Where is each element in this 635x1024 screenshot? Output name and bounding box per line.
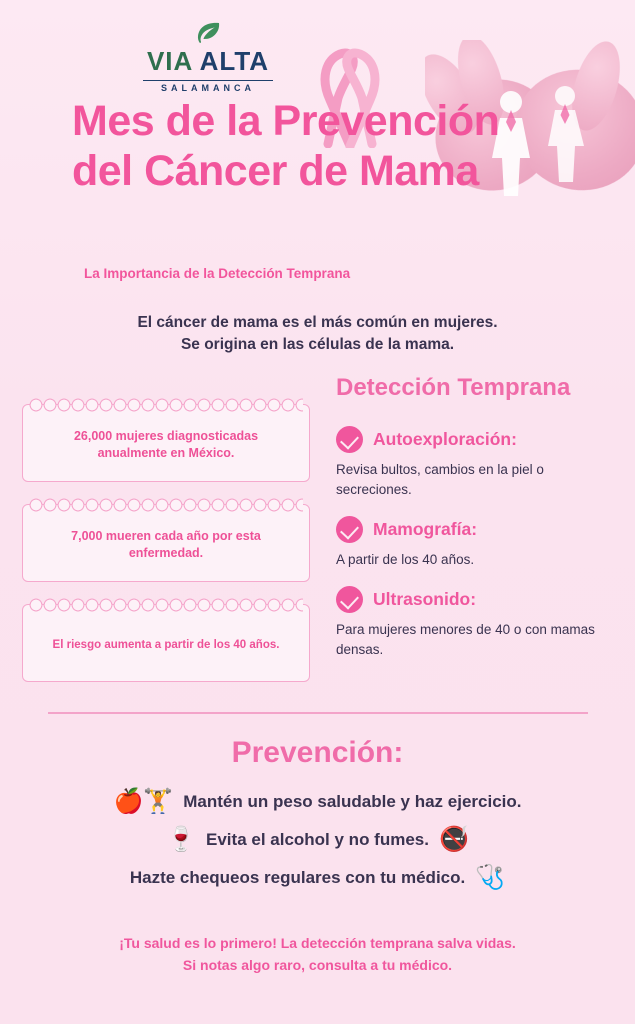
stat-card bbox=[22, 504, 310, 582]
section-divider bbox=[48, 712, 588, 714]
stat-card bbox=[22, 404, 310, 482]
brand-name-second: ALTA bbox=[199, 46, 270, 76]
early-detection-heading: Detección Temprana bbox=[336, 374, 571, 401]
closing-message bbox=[0, 932, 635, 976]
stat-card bbox=[22, 604, 310, 682]
check-circle-icon bbox=[336, 516, 363, 543]
stat-card-text: El riesgo aumenta a partir de los 40 años. bbox=[52, 638, 280, 651]
scallop-edge-decoration bbox=[29, 598, 303, 612]
lead-line-1: El cáncer de mama es el más común en mujeres. bbox=[137, 314, 498, 331]
stethoscope-icon: 🩺 bbox=[475, 864, 506, 891]
apple-dumbbell-icon: 🍎🏋 bbox=[113, 788, 174, 815]
prevention-row bbox=[0, 828, 635, 852]
detection-item-body: Para mujeres menores de 40 o con mamas densas. bbox=[336, 622, 595, 657]
lead-paragraph bbox=[0, 312, 635, 356]
stat-card-text: 7,000 mueren cada año por esta enfermedad. bbox=[71, 529, 261, 560]
detection-item bbox=[336, 426, 608, 500]
prevention-row bbox=[0, 866, 635, 890]
page-title: Mes de la Prevención del Cáncer de Mama bbox=[72, 97, 500, 195]
check-circle-icon bbox=[336, 426, 363, 453]
detection-item-title: Ultrasonido: bbox=[373, 589, 477, 609]
detection-item bbox=[336, 516, 608, 570]
leaf-icon bbox=[195, 22, 221, 44]
scallop-edge-decoration bbox=[29, 398, 303, 412]
detection-item-body: Revisa bultos, cambios en la piel o secreciones. bbox=[336, 462, 544, 497]
detection-item bbox=[336, 586, 608, 660]
prevention-row-text: Hazte chequeos regulares con tu médico. bbox=[129, 868, 466, 887]
stat-card-text: 26,000 mujeres diagnosticadas anualmente en México. bbox=[73, 429, 259, 460]
brand-name-first: VIA bbox=[146, 46, 193, 76]
brand-location: SALAMANCA bbox=[161, 83, 255, 93]
detection-item-body: A partir de los 40 años. bbox=[336, 552, 475, 567]
wine-glass-icon: 🍷 bbox=[166, 826, 197, 853]
detection-item-title: Autoexploración: bbox=[373, 429, 517, 449]
statistics-list bbox=[22, 404, 310, 704]
page-subtitle: La Importancia de la Detección Temprana bbox=[84, 266, 351, 281]
scallop-edge-decoration bbox=[29, 498, 303, 512]
lead-line-2: Se origina en las células de la mama. bbox=[180, 336, 455, 353]
prevention-list bbox=[0, 790, 635, 904]
detection-item-title: Mamografía: bbox=[373, 519, 478, 539]
prevention-heading: Prevención: bbox=[231, 736, 404, 769]
brand-logo bbox=[118, 22, 298, 93]
no-smoking-icon: 🚭 bbox=[438, 826, 469, 853]
prevention-row-text: Evita el alcohol y no fumes. bbox=[206, 830, 429, 849]
check-circle-icon bbox=[336, 586, 363, 613]
closing-line-2: Si notas algo raro, consulta a tu médico. bbox=[182, 957, 453, 973]
prevention-row bbox=[0, 790, 635, 814]
closing-line-1: ¡Tu salud es lo primero! La detección temprana salva vidas. bbox=[119, 935, 516, 951]
prevention-row-text: Mantén un peso saludable y haz ejercicio. bbox=[183, 792, 522, 811]
early-detection-section bbox=[336, 374, 608, 676]
logo-divider bbox=[143, 80, 273, 81]
brand-wordmark bbox=[118, 46, 298, 77]
